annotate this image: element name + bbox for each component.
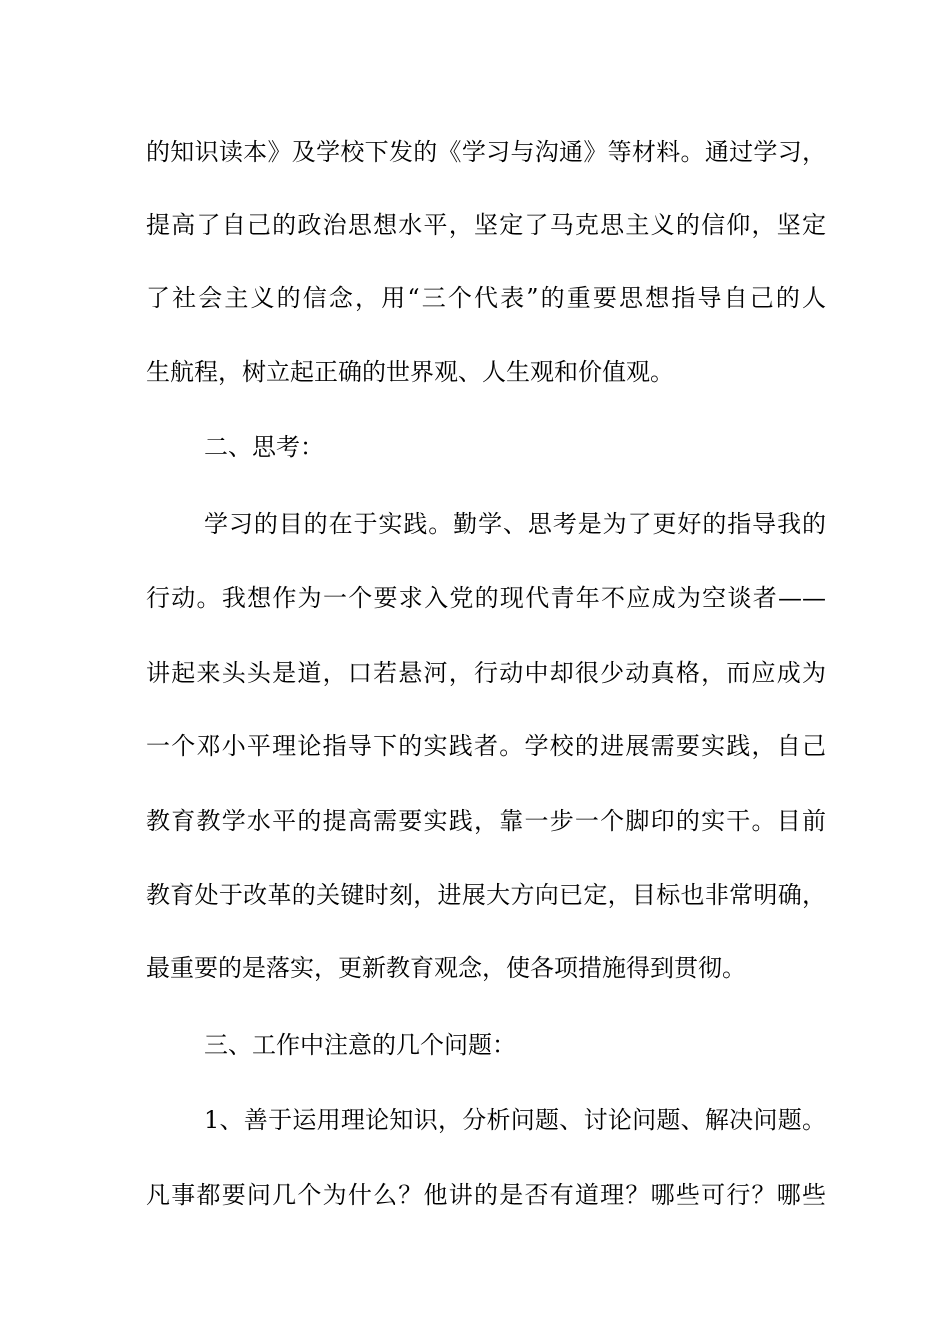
list-item-text: 1、善于运用理论知识，分析问题、讨论问题、解决问题。 bbox=[204, 1106, 826, 1134]
body-text-line: 了社会主义的信念，用“三个代表”的重要思想指导自己的人 bbox=[146, 284, 826, 312]
body-text-line: 教育处于改革的关键时刻，进展大方向已定，目标也非常明确， bbox=[146, 881, 826, 909]
body-text-line: 教育教学水平的提高需要实践，靠一步一个脚印的实干。目前 bbox=[146, 807, 826, 835]
body-text-line: 讲起来头头是道，口若悬河，行动中却很少动真格，而应成为 bbox=[146, 659, 826, 687]
section-heading-thinking: 二、思考： bbox=[204, 433, 324, 461]
body-text-line: 生航程，树立起正确的世界观、人生观和价值观。 bbox=[146, 358, 674, 386]
body-text-line: 一个邓小平理论指导下的实践者。学校的进展需要实践，自己 bbox=[146, 732, 826, 760]
body-text-line: 提高了自己的政治思想水平，坚定了马克思主义的信仰，坚定 bbox=[146, 211, 826, 239]
section-heading-work-issues: 三、工作中注意的几个问题： bbox=[204, 1031, 516, 1059]
body-text-line: 行动。我想作为一个要求入党的现代青年不应成为空谈者—— bbox=[146, 584, 826, 612]
body-text-line: 的知识读本》及学校下发的《学习与沟通》等材料。通过学习， bbox=[146, 138, 826, 166]
body-text-line: 学习的目的在于实践。勤学、思考是为了更好的指导我的 bbox=[204, 510, 826, 538]
body-text-line: 凡事都要问几个为什么？他讲的是否有道理？哪些可行？哪些 bbox=[146, 1181, 826, 1209]
body-text-line: 最重要的是落实，更新教育观念，使各项措施得到贯彻。 bbox=[146, 954, 746, 982]
